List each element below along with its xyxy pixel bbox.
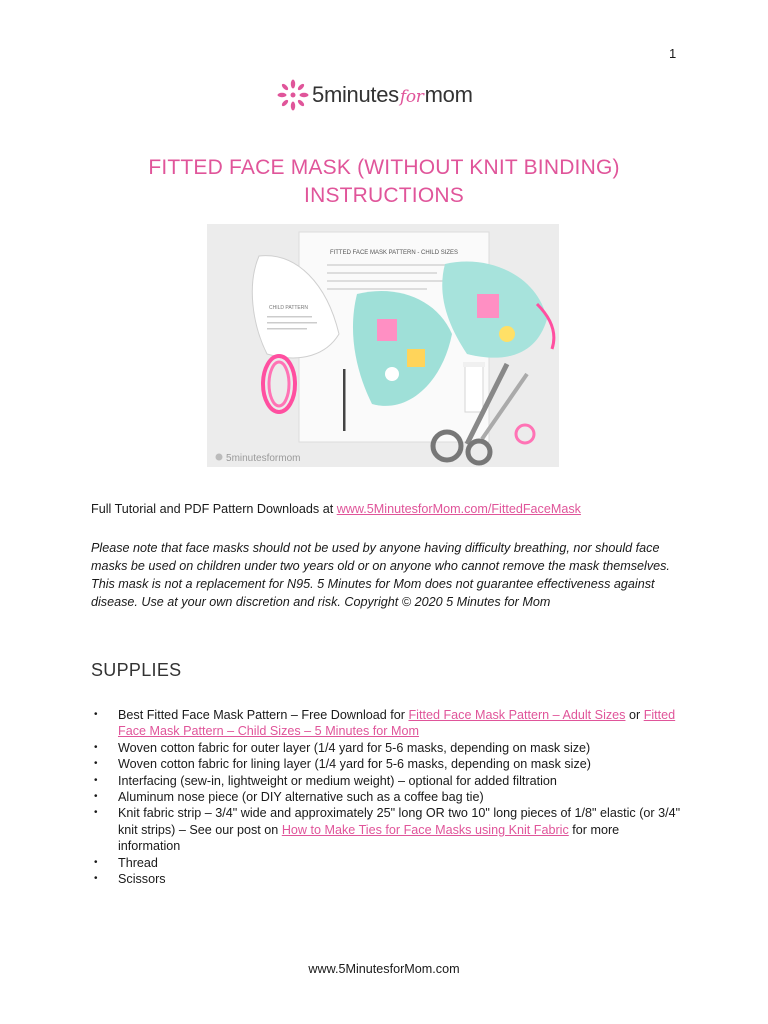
item-text: Interfacing (sew-in, lightweight or medium weight) – optional for added filtration	[118, 773, 557, 788]
bullet-icon: •	[94, 791, 98, 803]
bullet-icon: •	[94, 709, 98, 720]
list-item	[91, 805, 681, 854]
svg-text:5minutesformom	[226, 453, 300, 464]
item-text: Knit fabric strip – 3/4" wide and approximately 25" long OR two 10" long pieces of 1/8" elastic (or 3/4" knit strips) – See our post on	[118, 806, 681, 837]
logo-mom: mom	[424, 82, 473, 107]
bullet-icon: •	[94, 774, 98, 786]
mask-pattern-photo	[207, 224, 559, 467]
item-text: Thread	[118, 855, 158, 870]
item-text: for more information	[118, 822, 620, 854]
intro-text: Full Tutorial and PDF Pattern Downloads at	[91, 502, 337, 516]
adult-pattern-link[interactable]: Fitted Face Mask Pattern – Adult Sizes	[408, 708, 626, 722]
thread-spool-icon	[463, 362, 485, 412]
supplies-heading: SUPPLIES	[91, 660, 182, 680]
bullet-icon: •	[94, 741, 98, 753]
list-item	[91, 756, 681, 772]
item-text: Woven cotton fabric for lining layer (1/4 yard for 5-6 masks, depending on mask size)	[118, 757, 591, 772]
bullet-icon: •	[94, 758, 98, 770]
bullet-icon: •	[94, 807, 98, 819]
item-text: Woven cotton fabric for outer layer (1/4 yard for 5-6 masks, depending on mask size)	[118, 740, 591, 755]
footer-url: www.5MinutesforMom.com	[308, 962, 460, 976]
document-title	[0, 154, 768, 210]
supplies-list	[91, 707, 681, 887]
item-text: Aluminum nose piece (or DIY alternative such as a coffee bag tie)	[118, 790, 484, 805]
bullet-icon: •	[94, 873, 98, 885]
logo	[276, 78, 473, 112]
needle-icon	[343, 369, 346, 431]
logo-for: for	[399, 87, 424, 107]
list-item	[91, 855, 681, 871]
item-text: or	[625, 708, 644, 722]
title-line-2: INSTRUCTIONS	[304, 184, 464, 207]
watermark-text: minutesformom	[231, 453, 301, 464]
tutorial-link[interactable]: www.5MinutesforMom.com/FittedFaceMask	[336, 502, 581, 516]
bullet-icon: •	[94, 856, 98, 868]
page-number: 1	[669, 46, 677, 61]
knit-ties-link[interactable]: How to Make Ties for Face Masks using Knit Fabric	[281, 822, 569, 837]
logo-wordmark	[312, 82, 473, 108]
list-item	[91, 789, 681, 805]
pattern-piece-label: CHILD PATTERN	[269, 305, 308, 311]
list-item	[91, 773, 681, 789]
logo-minutes: minutes	[323, 82, 399, 107]
item-text: Scissors	[118, 872, 166, 887]
title-line-1: FITTED FACE MASK (WITHOUT KNIT BINDING)	[148, 156, 620, 179]
flower-logo-icon	[276, 78, 310, 112]
intro-line	[91, 502, 581, 516]
disclaimer-paragraph: Please note that face masks should not be used by anyone having difficulty breathing, nor should face masks be used on children under two years old or on anyone who cannot remove the mask themselves. This mask is not a replacement for N95. 5 Minutes for Mom does not guarantee effectiveness against disease. Use at your own discretion and risk. Copyright © 2020 5 Minutes for Mom	[91, 541, 670, 609]
child-pattern-link[interactable]: Fitted Face Mask Pattern – Child Sizes – 5 Minutes for Mom	[118, 708, 676, 739]
logo-number: 5	[312, 82, 324, 107]
list-item	[91, 871, 681, 887]
list-item	[91, 740, 681, 756]
item-text: Best Fitted Face Mask Pattern – Free Download for	[118, 708, 409, 722]
list-item	[91, 707, 681, 740]
pattern-sheet-title: FITTED FACE MASK PATTERN - CHILD SIZES	[329, 250, 459, 256]
watermark-number: 5	[226, 453, 232, 464]
watermark	[216, 453, 301, 464]
